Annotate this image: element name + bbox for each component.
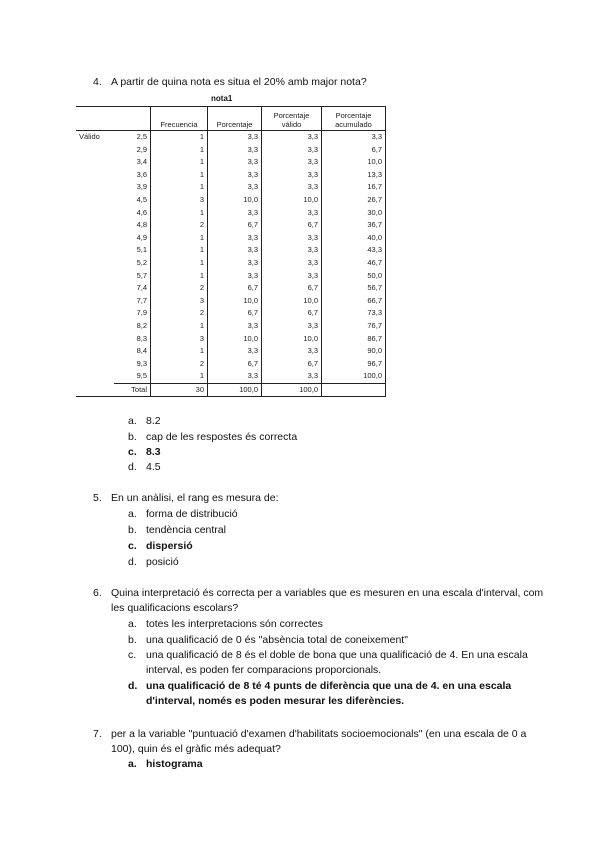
cell-porcentaje-valido: 3,3 [262,181,322,194]
total-cell-porcentaje-valido: 100,0 [262,383,322,397]
cell-porcentaje-valido: 3,3 [262,270,322,283]
table-total-row [76,383,386,397]
option-text: una qualificació de 8 té 4 punts de diferència que una de 4. en una escala [146,680,512,692]
cell-porcentaje-acumulado: 13,3 [322,169,386,182]
cell-frecuencia: 1 [151,181,208,194]
table-row [76,358,386,371]
cell-frecuencia: 1 [151,345,208,358]
table-row [76,257,386,270]
cell-porcentaje-acumulado: 46,7 [322,257,386,270]
cell-porcentaje-acumulado: 26,7 [322,194,386,207]
question-number: 7. [93,728,102,740]
cell-porcentaje: 10,0 [208,295,262,308]
cell-value: 3,9 [136,182,147,192]
cell-frecuencia: 2 [151,282,208,295]
cell-porcentaje-valido: 3,3 [262,169,322,182]
cell-porcentaje-acumulado: 96,7 [322,358,386,371]
row-group-label [76,320,114,333]
cell-value: 9,3 [136,358,147,368]
cell-frecuencia: 3 [151,295,208,308]
cell-value: 7,7 [136,295,147,305]
question-text: Quina interpretació és correcta per a variables que es mesuren en una escala d'interval, com [111,587,544,599]
option-text: dispersió [146,540,193,552]
cell-value: 5,2 [136,257,147,267]
header-empty [114,107,151,131]
cell-porcentaje-acumulado: 56,7 [322,282,386,295]
cell-frecuencia: 3 [151,194,208,207]
table-row [76,244,386,257]
cell-value: 7,4 [136,283,147,293]
option-c-correct[interactable]: c. 8.3 [128,446,161,458]
cell-porcentaje: 3,3 [208,270,262,283]
table-body [76,131,386,397]
row-group-label [76,307,114,320]
cell-frecuencia: 1 [151,244,208,257]
cell-value: 4,8 [136,220,147,230]
row-group-label [76,181,114,194]
cell-porcentaje: 3,3 [208,257,262,270]
cell-porcentaje-acumulado: 3,3 [322,131,386,144]
table-row [76,169,386,182]
cell-porcentaje-valido: 3,3 [262,232,322,245]
cell-porcentaje-acumulado: 66,7 [322,295,386,308]
table-row [76,181,386,194]
cell-porcentaje-acumulado: 16,7 [322,181,386,194]
cell-porcentaje-acumulado: 10,0 [322,156,386,169]
option-text: posició [146,556,179,568]
question-text: per a la variable "puntuació d'examen d'habilitats socioemocionals" (en una escala de 0 a [111,728,527,740]
row-group-label [76,232,114,245]
frequency-table [76,106,386,397]
option-a[interactable]: a. forma de distribució [128,508,238,520]
cell-value: 2,9 [136,144,147,154]
table-row [76,320,386,333]
option-text: histograma [146,758,203,770]
cell-porcentaje: 10,0 [208,194,262,207]
cell-value: 8,2 [136,320,147,330]
row-group-label [76,345,114,358]
cell-porcentaje-valido: 3,3 [262,370,322,383]
row-group-label [76,295,114,308]
table-row [76,345,386,358]
cell-frecuencia: 3 [151,333,208,346]
table-row [76,370,386,383]
cell-porcentaje: 6,7 [208,358,262,371]
option-d[interactable]: d. posició [128,556,179,568]
cell-value: 3,4 [136,157,147,167]
question-text: A partir de quina nota es situa el 20% amb major nota? [111,76,367,88]
option-c[interactable]: c. una qualificació de 8 és el doble de bona que una qualificació de 4. En una escala [128,649,528,661]
cell-value: 5,7 [136,270,147,280]
cell-porcentaje: 10,0 [208,333,262,346]
option-text: 8.3 [146,446,161,458]
table-row [76,270,386,283]
cell-porcentaje: 3,3 [208,244,262,257]
cell-porcentaje: 3,3 [208,131,262,144]
option-text: 8.2 [146,415,161,427]
cell-frecuencia: 2 [151,358,208,371]
header-porcentaje: Porcentaje [208,107,262,131]
cell-value: 4,5 [136,194,147,204]
cell-value: 8,4 [136,346,147,356]
cell-value: 9,5 [136,371,147,381]
row-group-label [76,244,114,257]
cell-frecuencia: 1 [151,232,208,245]
cell-porcentaje-acumulado: 90,0 [322,345,386,358]
cell-porcentaje-valido: 3,3 [262,345,322,358]
table-row [76,282,386,295]
row-group-label: Válido [79,132,100,141]
option-text: forma de distribució [146,508,238,520]
row-group-label [76,370,114,383]
option-c-continued: interval, es poden fer comparacions proporcionals. [146,664,382,676]
table-row [76,295,386,308]
cell-frecuencia: 1 [151,270,208,283]
cell-frecuencia: 1 [151,156,208,169]
total-cell-porcentaje-acumulado [322,383,386,397]
cell-porcentaje: 6,7 [208,282,262,295]
cell-frecuencia: 1 [151,257,208,270]
cell-porcentaje: 6,7 [208,307,262,320]
option-a-correct[interactable]: a. histograma [128,758,203,770]
cell-porcentaje-valido: 3,3 [262,131,322,144]
question-text-continued: les qualificacions escolars? [111,602,239,614]
cell-value: 4,6 [136,207,147,217]
header-frecuencia: Frecuencia [151,107,208,131]
cell-porcentaje-valido: 10,0 [262,333,322,346]
cell-porcentaje-valido: 3,3 [262,144,322,157]
cell-porcentaje-acumulado: 40,0 [322,232,386,245]
cell-porcentaje-acumulado: 73,3 [322,307,386,320]
cell-porcentaje-acumulado: 36,7 [322,219,386,232]
option-text: una qualificació de 0 és "absència total de coneixement" [146,634,408,646]
option-d-continued: d'interval, només es poden mesurar les diferències. [146,695,405,707]
option-d[interactable]: d. 4.5 [128,461,161,473]
table-caption: nota1 [211,94,233,103]
table-row [76,194,386,207]
cell-porcentaje-acumulado: 76,7 [322,320,386,333]
cell-porcentaje: 3,3 [208,207,262,220]
cell-porcentaje-acumulado: 50,0 [322,270,386,283]
table-row [76,333,386,346]
cell-porcentaje-valido: 10,0 [262,295,322,308]
option-a[interactable]: a. totes les interpretacions són correctes [128,618,323,630]
question-number: 6. [93,587,102,599]
cell-porcentaje: 3,3 [208,156,262,169]
table-row [76,307,386,320]
option-text: una qualificació de 8 és el doble de bona que una qualificació de 4. En una escala [146,649,528,661]
cell-porcentaje-acumulado: 30,0 [322,207,386,220]
cell-frecuencia: 1 [151,370,208,383]
row-group-label [76,194,114,207]
cell-frecuencia: 2 [151,307,208,320]
row-group-label [76,169,114,182]
cell-porcentaje-acumulado: 86,7 [322,333,386,346]
cell-porcentaje: 3,3 [208,232,262,245]
cell-frecuencia: 1 [151,131,208,144]
cell-porcentaje-valido: 3,3 [262,244,322,257]
cell-value: 2,5 [136,132,147,141]
row-group-label [76,257,114,270]
total-cell-frecuencia: 30 [151,383,208,397]
cell-porcentaje-valido: 10,0 [262,194,322,207]
cell-value: 8,3 [136,333,147,343]
cell-porcentaje: 3,3 [208,345,262,358]
cell-empty [76,383,114,397]
cell-porcentaje-acumulado: 6,7 [322,144,386,157]
header-porcentaje-valido: Porcentaje válido [262,107,322,131]
table-row [76,131,386,144]
row-group-label [76,219,114,232]
table-row [76,232,386,245]
total-cell-porcentaje: 100,0 [208,383,262,397]
header-empty [76,107,114,131]
cell-porcentaje: 3,3 [208,181,262,194]
cell-porcentaje-valido: 6,7 [262,307,322,320]
question-number: 5. [93,492,102,504]
option-b[interactable]: b. tendència central [128,524,226,536]
cell-porcentaje-valido: 3,3 [262,207,322,220]
header-porcentaje-acumulado: Porcentaje acumulado [322,107,386,131]
cell-value: 5,1 [136,245,147,255]
cell-porcentaje-valido: 6,7 [262,358,322,371]
cell-porcentaje-valido: 3,3 [262,156,322,169]
table-row [76,207,386,220]
cell-value: 7,9 [136,308,147,318]
question-text-continued: 100), quin és el gràfic més adequat? [111,743,281,755]
table-row [76,156,386,169]
cell-frecuencia: 1 [151,320,208,333]
cell-porcentaje-valido: 6,7 [262,219,322,232]
cell-porcentaje-acumulado: 43,3 [322,244,386,257]
option-text: 4.5 [146,461,161,473]
cell-value: 4,9 [136,232,147,242]
table-row [76,144,386,157]
table-row [76,219,386,232]
cell-porcentaje-valido: 3,3 [262,320,322,333]
row-group-label [76,156,114,169]
cell-porcentaje-valido: 3,3 [262,257,322,270]
option-d-correct[interactable]: d. una qualificació de 8 té 4 punts de diferència que una de 4. en una escala [128,680,512,692]
row-group-label [76,207,114,220]
cell-porcentaje: 3,3 [208,370,262,383]
row-group-label [76,270,114,283]
cell-porcentaje: 6,7 [208,219,262,232]
row-group-label [76,333,114,346]
option-text: cap de les respostes és correcta [146,431,298,443]
cell-porcentaje-acumulado: 100,0 [322,370,386,383]
option-a[interactable]: a. 8.2 [128,415,161,427]
row-group-label [76,144,114,157]
cell-frecuencia: 2 [151,219,208,232]
cell-porcentaje: 3,3 [208,144,262,157]
cell-frecuencia: 1 [151,169,208,182]
option-text: totes les interpretacions són correctes [146,618,323,630]
cell-frecuencia: 1 [151,144,208,157]
cell-porcentaje: 3,3 [208,169,262,182]
option-b[interactable]: b. una qualificació de 0 és "absència total de coneixement" [128,634,408,646]
cell-value: 3,6 [136,169,147,179]
option-b[interactable]: b. cap de les respostes és correcta [128,431,298,443]
option-c-correct[interactable]: c. dispersió [128,540,193,552]
option-text: tendència central [146,524,226,536]
cell-frecuencia: 1 [151,207,208,220]
cell-porcentaje-valido: 6,7 [262,282,322,295]
row-group-label [76,358,114,371]
question-text: En un anàlisi, el rang es mesura de: [111,492,279,504]
question-number: 4. [93,76,102,88]
cell-porcentaje: 3,3 [208,320,262,333]
row-group-label [76,282,114,295]
total-label: Total [114,383,151,397]
